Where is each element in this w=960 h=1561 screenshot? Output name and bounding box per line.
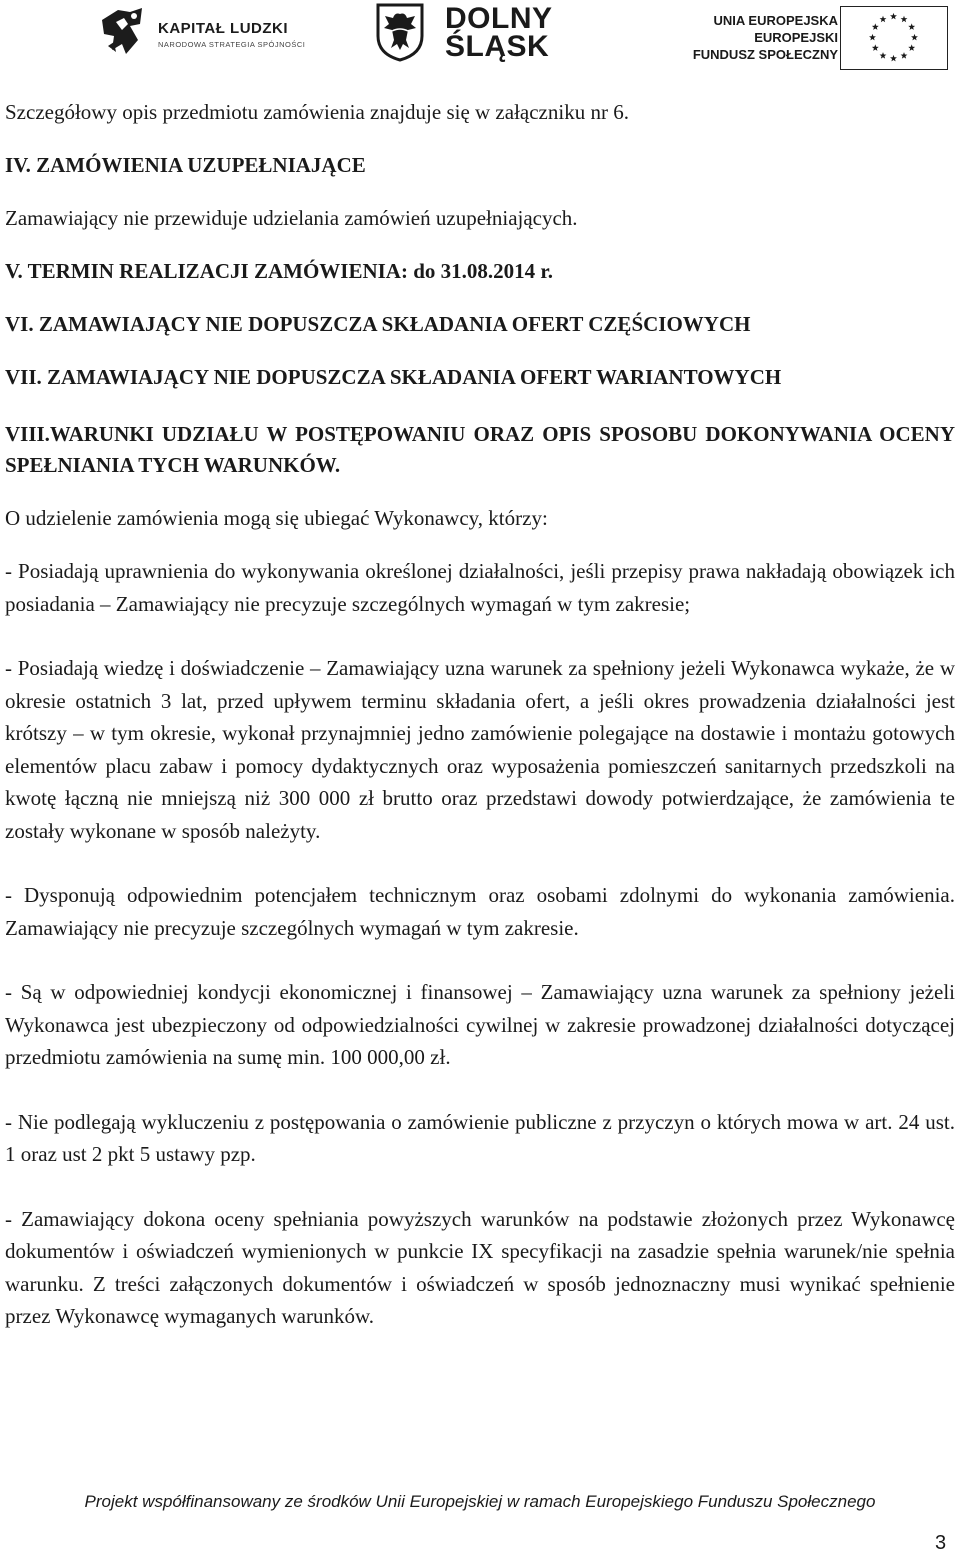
eu-star-icon bbox=[908, 23, 915, 30]
page-number: 3 bbox=[935, 1532, 947, 1554]
header-logos bbox=[0, 0, 960, 80]
eu-stars-icon bbox=[841, 7, 946, 68]
condition-paragraph: - Dysponują odpowiednim potencjałem technicznym oraz osobami zdolnymi do wykonania zamówienia. Zamawiający nie precyzuje szczególnych wymagań w tym zakresie. bbox=[5, 883, 955, 940]
eu-star-icon bbox=[880, 16, 887, 23]
eu-star-icon bbox=[872, 44, 879, 51]
section-iv-text: Zamawiający nie przewiduje udzielania zamówień uzupełniających. bbox=[5, 206, 578, 230]
eu-star-icon bbox=[908, 44, 915, 51]
footer-note: Projekt współfinansowany ze środków Unii Europejskiej w ramach Europejskiego Funduszu Społecznego bbox=[84, 1492, 876, 1511]
kapital-ludzki-emblem-icon bbox=[100, 6, 144, 58]
kapital-ludzki-title: KAPITAŁ LUDZKI bbox=[158, 20, 289, 37]
eu-star-icon bbox=[890, 55, 897, 62]
intro-paragraph: Szczegółowy opis przedmiotu zamówienia znajduje się w załączniku nr 6. bbox=[5, 100, 629, 124]
eu-star-icon bbox=[901, 52, 908, 59]
eu-text bbox=[693, 12, 838, 63]
eu-star-icon bbox=[901, 16, 908, 23]
dolny-slask-line1: DOLNY bbox=[445, 2, 553, 35]
document-body bbox=[5, 96, 955, 1333]
condition-paragraph: - Posiadają uprawnienia do wykonywania określonej działalności, jeśli przepisy prawa nakładają obowiązek ich posiadania – Zamawiający nie precyzuje szczególnych wymagań w tym zakresie; bbox=[5, 559, 955, 616]
eu-star-icon bbox=[880, 52, 887, 59]
kapital-ludzki-subtitle: NARODOWA STRATEGIA SPÓJNOŚCI bbox=[158, 40, 306, 49]
section-v bbox=[5, 255, 955, 287]
dolny-slask-logo bbox=[375, 2, 585, 64]
lead-paragraph: O udzielenie zamówienia mogą się ubiegać Wykonawcy, którzy: bbox=[5, 506, 548, 530]
condition-paragraph: - Są w odpowiedniej kondycji ekonomicznej i finansowej – Zamawiający uzna warunek za spełniony jeżeli Wykonawca jest ubezpieczony od odpowiedzialności cywilnej w zakresie prowadzonej działalności dotyczącej przedmiotu zamówienia na sumę min. 100 000,00 zł. bbox=[5, 980, 955, 1069]
section-vi: VI. ZAMAWIAJĄCY NIE DOPUSZCZA SKŁADANIA OFERT CZĘŚCIOWYCH bbox=[5, 312, 751, 336]
kapital-ludzki-logo bbox=[100, 6, 325, 62]
eu-flag bbox=[840, 6, 948, 70]
eu-line2: EUROPEJSKI bbox=[754, 30, 838, 45]
eu-line1: UNIA EUROPEJSKA bbox=[713, 13, 838, 28]
eu-star-icon bbox=[872, 23, 879, 30]
eu-star-icon bbox=[869, 34, 876, 41]
section-v-title: V. TERMIN REALIZACJI ZAMÓWIENIA bbox=[5, 259, 401, 283]
condition-paragraph: - Nie podlegają wykluczeniu z postępowania o zamówienie publiczne z przyczyn o których mowa w art. 24 ust. 1 oraz ust 2 pkt 5 ustawy pzp. bbox=[5, 1109, 955, 1166]
section-v-date: : do 31.08.2014 r. bbox=[400, 259, 554, 283]
eu-logo bbox=[680, 6, 950, 70]
eagle-shield-icon bbox=[375, 2, 425, 62]
eu-star-icon bbox=[911, 34, 918, 41]
eu-line3: FUNDUSZ SPOŁECZNY bbox=[692, 47, 838, 62]
section-iv-title: IV. ZAMÓWIENIA UZUPEŁNIAJĄCE bbox=[5, 153, 366, 177]
section-vii: VII. ZAMAWIAJĄCY NIE DOPUSZCZA SKŁADANIA OFERT WARIANTOWYCH bbox=[5, 365, 782, 389]
condition-paragraph: - Zamawiający dokona oceny spełniania powyższych warunków na podstawie złożonych przez Wykonawcę dokumentów i oświadczeń wymienionych w punkcie IX specyfikacji na zasadzie spełnia warunek/nie spełnia warunku. Z treści załączonych dokumentów i oświadczeń w sposób jednoznaczny musi wynikać spełnienie przez Wykonawcę wymaganych warunków. bbox=[5, 1206, 955, 1328]
condition-paragraph: - Posiadają wiedzę i doświadczenie – Zamawiający uzna warunek za spełniony jeżeli Wykonawca wykaże, że w okresie ostatnich 3 lat, przed upływem terminu składania ofert, a jeśli okres prowadzenia działalności jest krótszy – w tym okresie, wykonał przynajmniej jedno zamówienie polegające na dostawie i montażu gotowych elementów placu zabaw i pomocy dydaktycznych oraz wyposażenia pomieszczeń sanitarnych przedszkoli na kwotę łączną nie mniejszą niż 300 000 zł brutto oraz przedstawi dowody potwierdzające, że zamówienia te zostały wykonane w sposób należyty. bbox=[5, 656, 955, 843]
dolny-slask-line2: ŚLĄSK bbox=[445, 30, 550, 63]
section-viii: VIII.WARUNKI UDZIAŁU W POSTĘPOWANIU ORAZ OPIS SPOSOBU DOKONYWANIA OCENY SPEŁNIANIA TYCH WARUNKÓW. bbox=[5, 422, 955, 477]
eu-star-icon bbox=[890, 13, 897, 20]
